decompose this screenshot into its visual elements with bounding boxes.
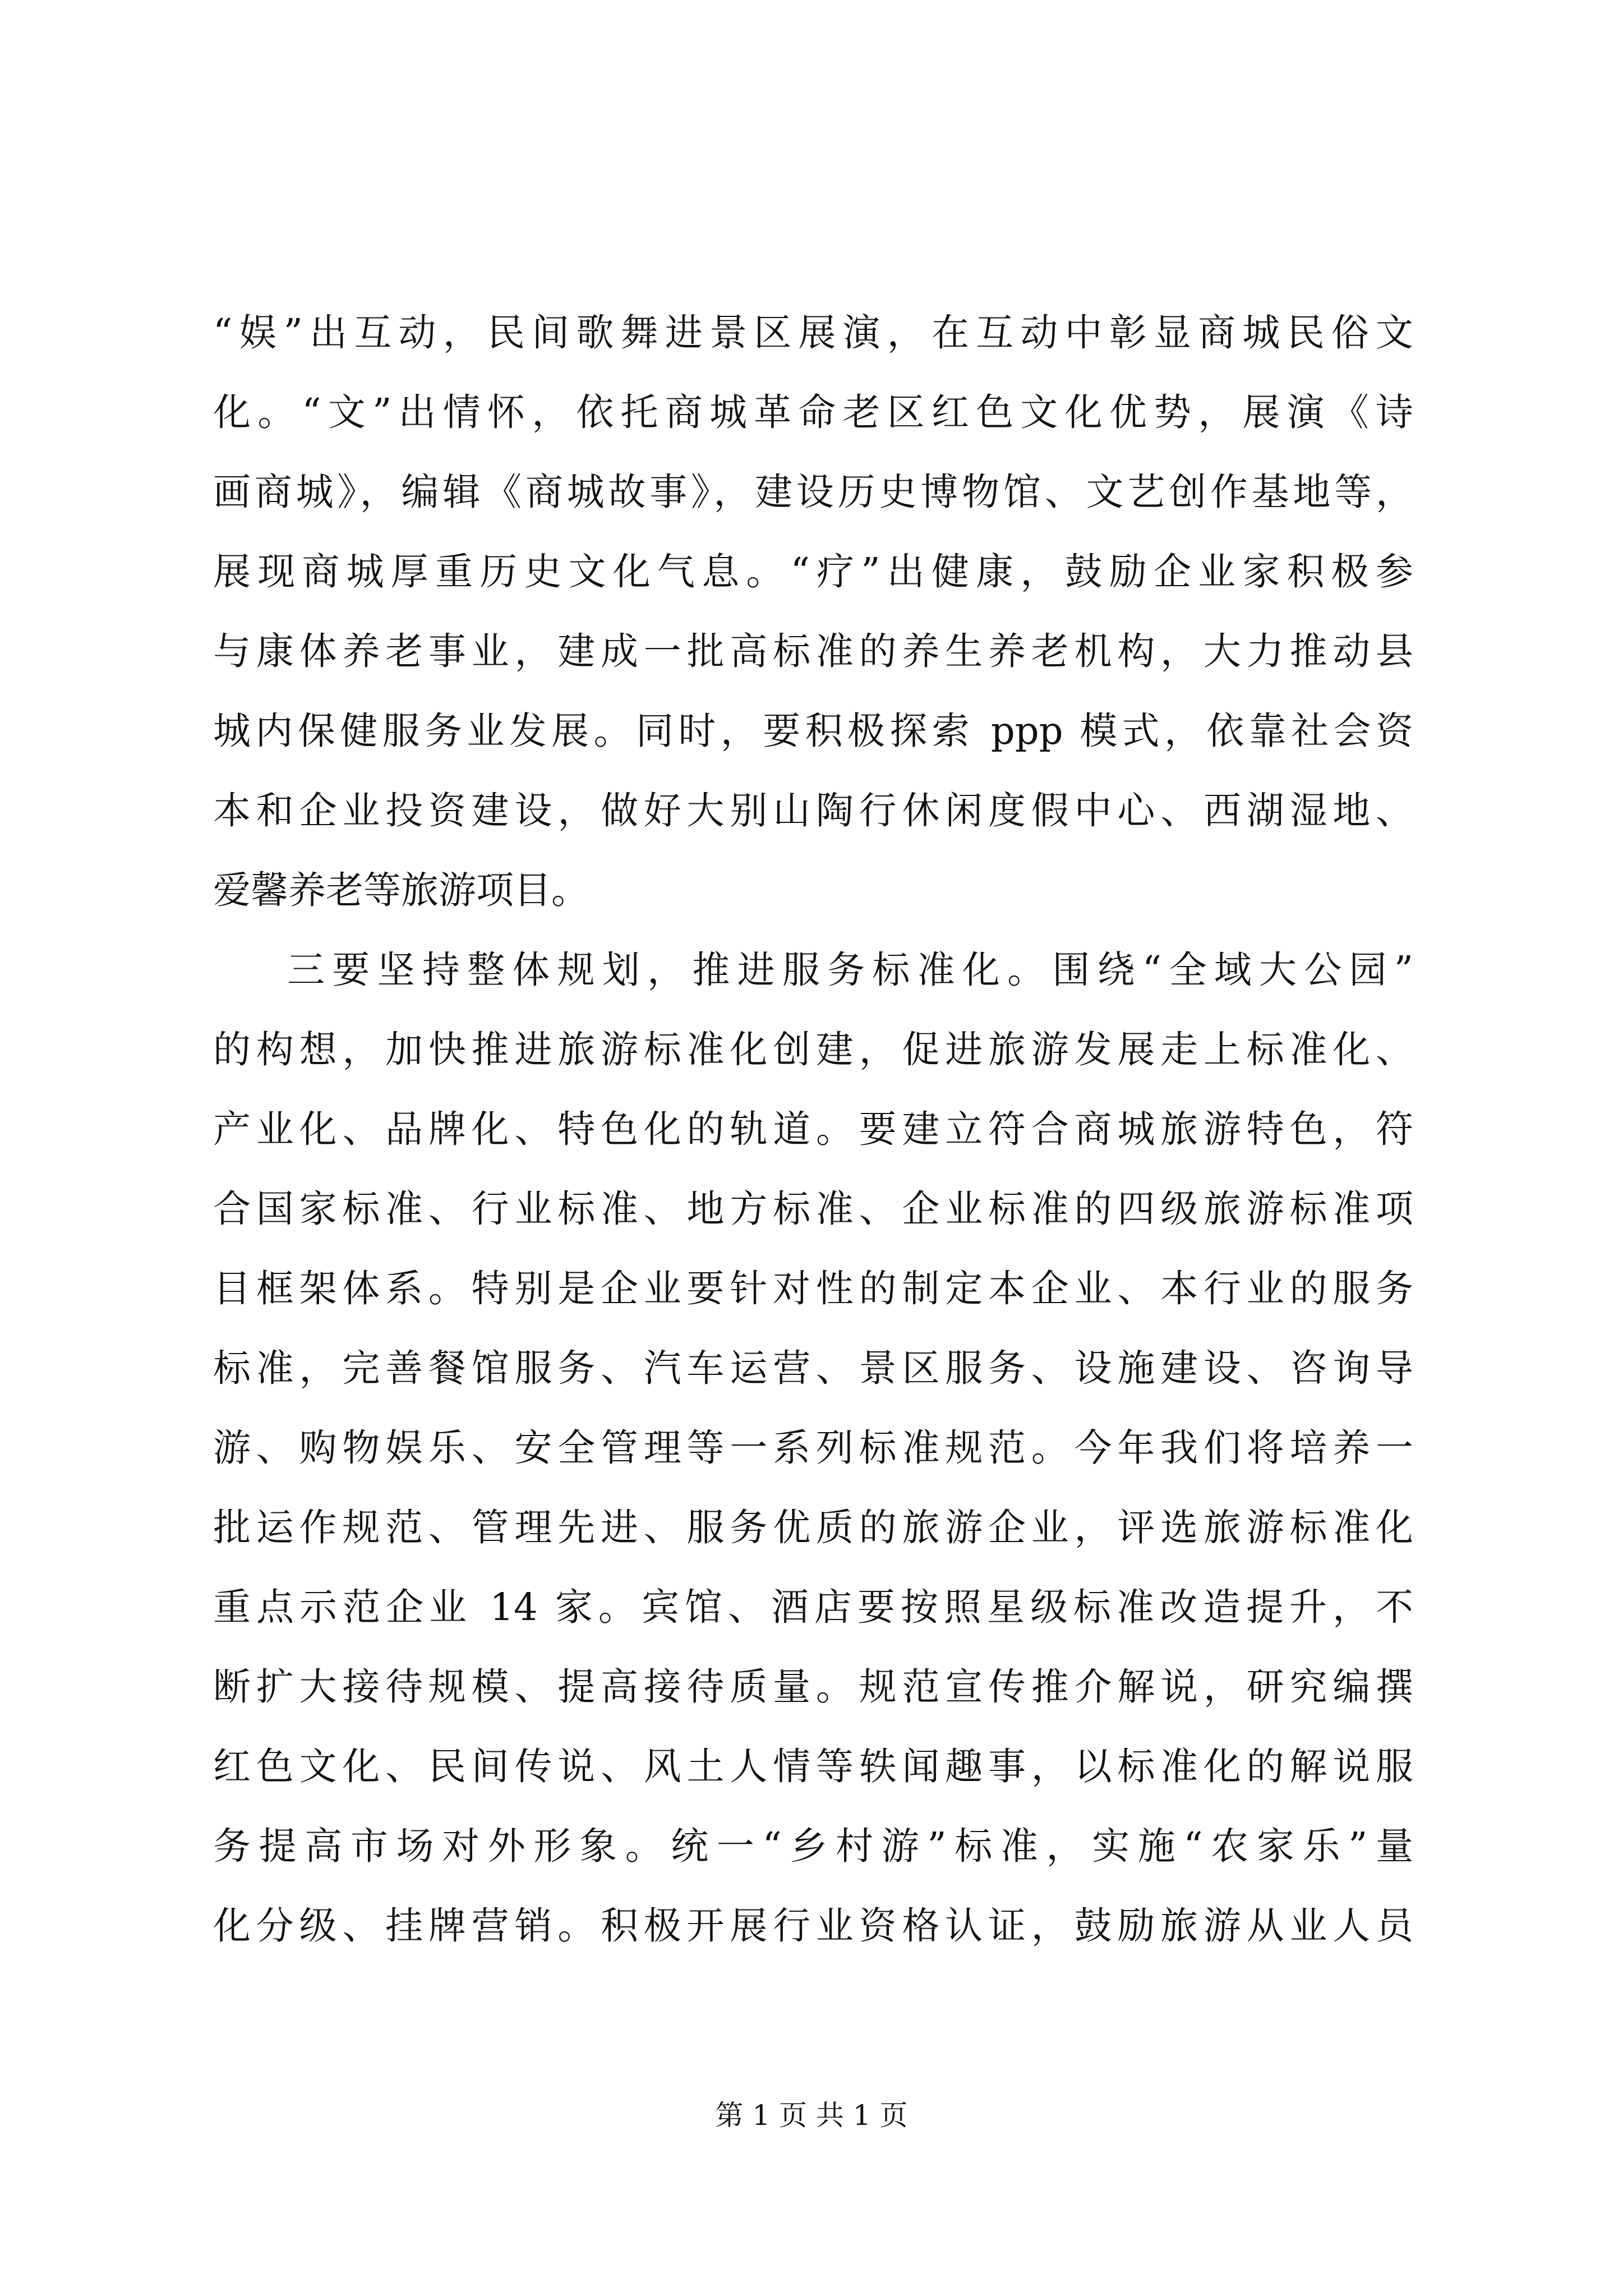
text-line: 重点示范企业 14 家。宾馆、酒店要按照星级标准改造提升，不 [213,1585,1413,1629]
text-line: 城内保健服务业发展。同时，要积极探索 ppp 模式，依靠社会资 [213,709,1413,753]
text-line: 爱馨养老等旅游项目。 [213,868,589,912]
text-line: 标准，完善餐馆服务、汽车运营、景区服务、设施建设、咨询导 [213,1346,1413,1390]
text-line: 画商城》，编辑《商城故事》，建设历史博物馆、文艺创作基地等， [213,470,1413,514]
page-footer: 第 1 页 共 1 页 [715,2099,908,2132]
paragraph-first-line: 三要坚持整体规划，推进服务标准化。围绕“全域大公园” [287,948,1413,992]
text-line: 的构想，加快推进旅游标准化创建，促进旅游发展走上标准化、 [213,1028,1413,1071]
text-line: 批运作规范、管理先进、服务优质的旅游企业，评选旅游标准化 [213,1506,1413,1549]
text-line: 断扩大接待规模、提高接待质量。规范宣传推介解说，研究编撰 [213,1665,1413,1709]
document-body [213,293,1413,1966]
text-line: 化分级、挂牌营销。积极开展行业资格认证，鼓励旅游从业人员 [213,1904,1413,1948]
text-line: “娱”出互动，民间歌舞进景区展演，在互动中彰显商城民俗文 [213,311,1413,355]
text-line: 本和企业投资建设，做好大别山陶行休闲度假中心、西湖湿地、 [213,789,1413,832]
text-line: 合国家标准、行业标准、地方标准、企业标准的四级旅游标准项 [213,1187,1413,1231]
text-line: 产业化、品牌化、特色化的轨道。要建立符合商城旅游特色，符 [213,1107,1413,1151]
text-line: 游、购物娱乐、安全管理等一系列标准规范。今年我们将培养一 [213,1426,1413,1470]
text-line: 红色文化、民间传说、风土人情等轶闻趣事，以标准化的解说服 [213,1745,1413,1788]
text-line: 展现商城厚重历史文化气息。“疗”出健康，鼓励企业家积极参 [213,550,1413,593]
text-line: 务提高市场对外形象。统一“乡村游”标准，实施“农家乐”量 [213,1824,1413,1868]
text-line: 化。“文”出情怀，依托商城革命老区红色文化优势，展演《诗 [213,390,1413,434]
text-line: 目框架体系。特别是企业要针对性的制定本企业、本行业的服务 [213,1267,1413,1310]
text-line: 与康体养老事业，建成一批高标准的养生养老机构，大力推动县 [213,629,1413,673]
